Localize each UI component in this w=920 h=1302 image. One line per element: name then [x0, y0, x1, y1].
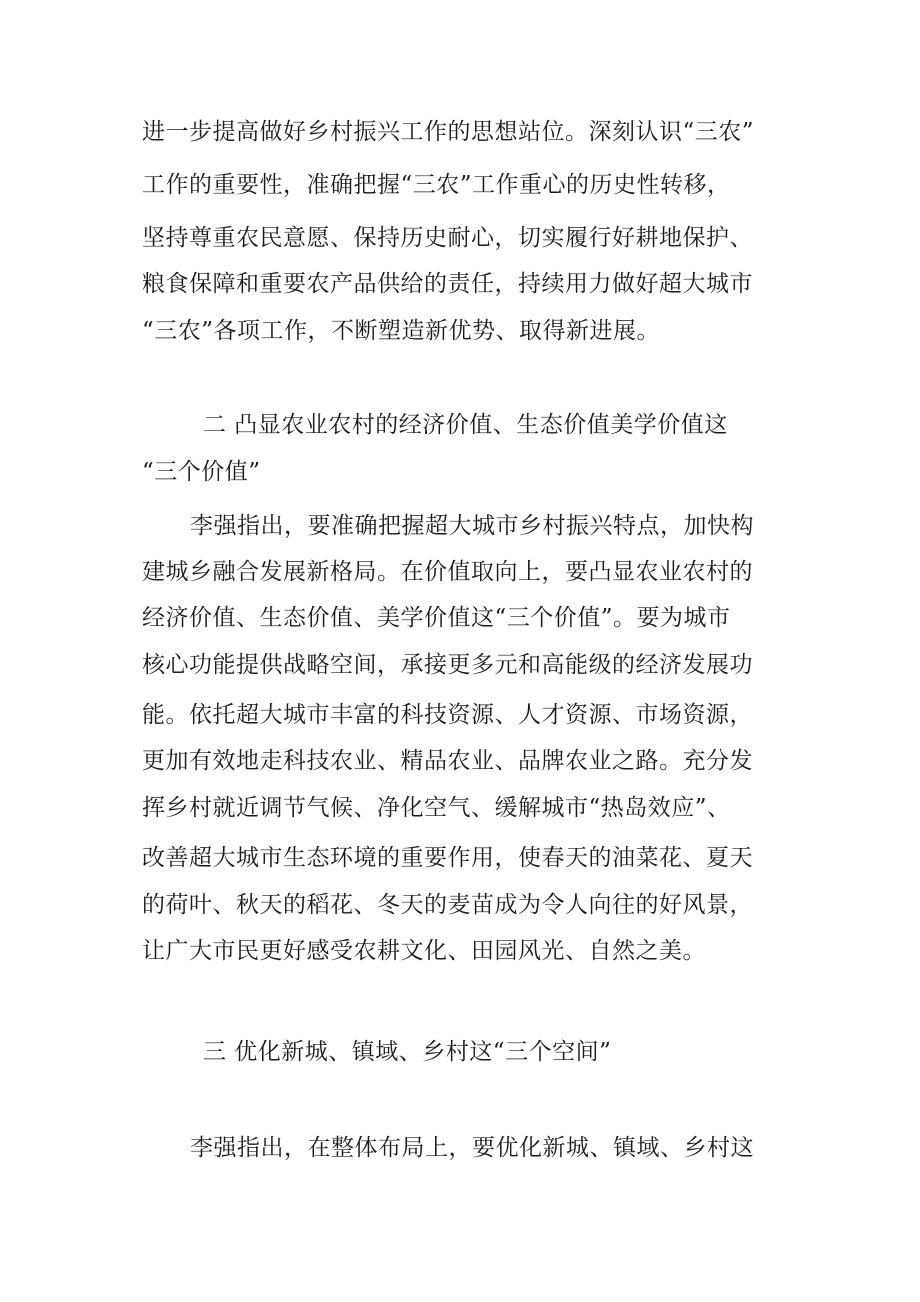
heading-line: “三个价值”: [142, 459, 261, 485]
text-line: 核心功能提供战略空间，承接更多元和高能级的经济发展功: [142, 652, 753, 678]
text-line: 建城乡融合发展新格局。在价值取向上，要凸显农业农村的: [142, 559, 753, 585]
text-line: 坚持尊重农民意愿、保持历史耐心，切实履行好耕地保护、: [142, 225, 753, 251]
heading-line: 三 优化新城、镇域、乡村这“三个空间”: [203, 1039, 612, 1065]
text-line: “三农”各项工作，不断塑造新优势、取得新进展。: [142, 318, 661, 344]
text-line: 更加有效地走科技农业、精品农业、品牌农业之路。充分发: [142, 748, 753, 774]
text-line: 李强指出，在整体布局上，要优化新城、镇域、乡村这: [190, 1135, 754, 1161]
text-line: 李强指出，要准确把握超大城市乡村振兴特点，加快构: [190, 513, 754, 539]
text-line: 能。依托超大城市丰富的科技资源、人才资源、市场资源，: [142, 702, 753, 728]
text-line: 的荷叶、秋天的稻花、冬天的麦苗成为令人向往的好风景，: [142, 892, 753, 918]
text-line: 让广大市民更好感受农耕文化、田园风光、自然之美。: [142, 938, 706, 964]
heading-line: 二 凸显农业农村的经济价值、生态价值美学价值这: [203, 412, 728, 438]
text-line: 经济价值、生态价值、美学价值这“三个价值”。要为城市: [142, 605, 731, 631]
text-line: 粮食保障和重要农产品供给的责任，持续用力做好超大城市: [142, 271, 753, 297]
text-line: 进一步提高做好乡村振兴工作的思想站位。深刻认识“三农”: [142, 119, 755, 145]
text-line: 改善超大城市生态环境的重要作用，使春天的油菜花、夏天: [142, 845, 753, 871]
text-line: 挥乡村就近调节气候、净化空气、缓解城市“热岛效应”、: [142, 795, 731, 821]
text-line: 工作的重要性，准确把握“三农”工作重心的历史性转移，: [142, 172, 731, 198]
